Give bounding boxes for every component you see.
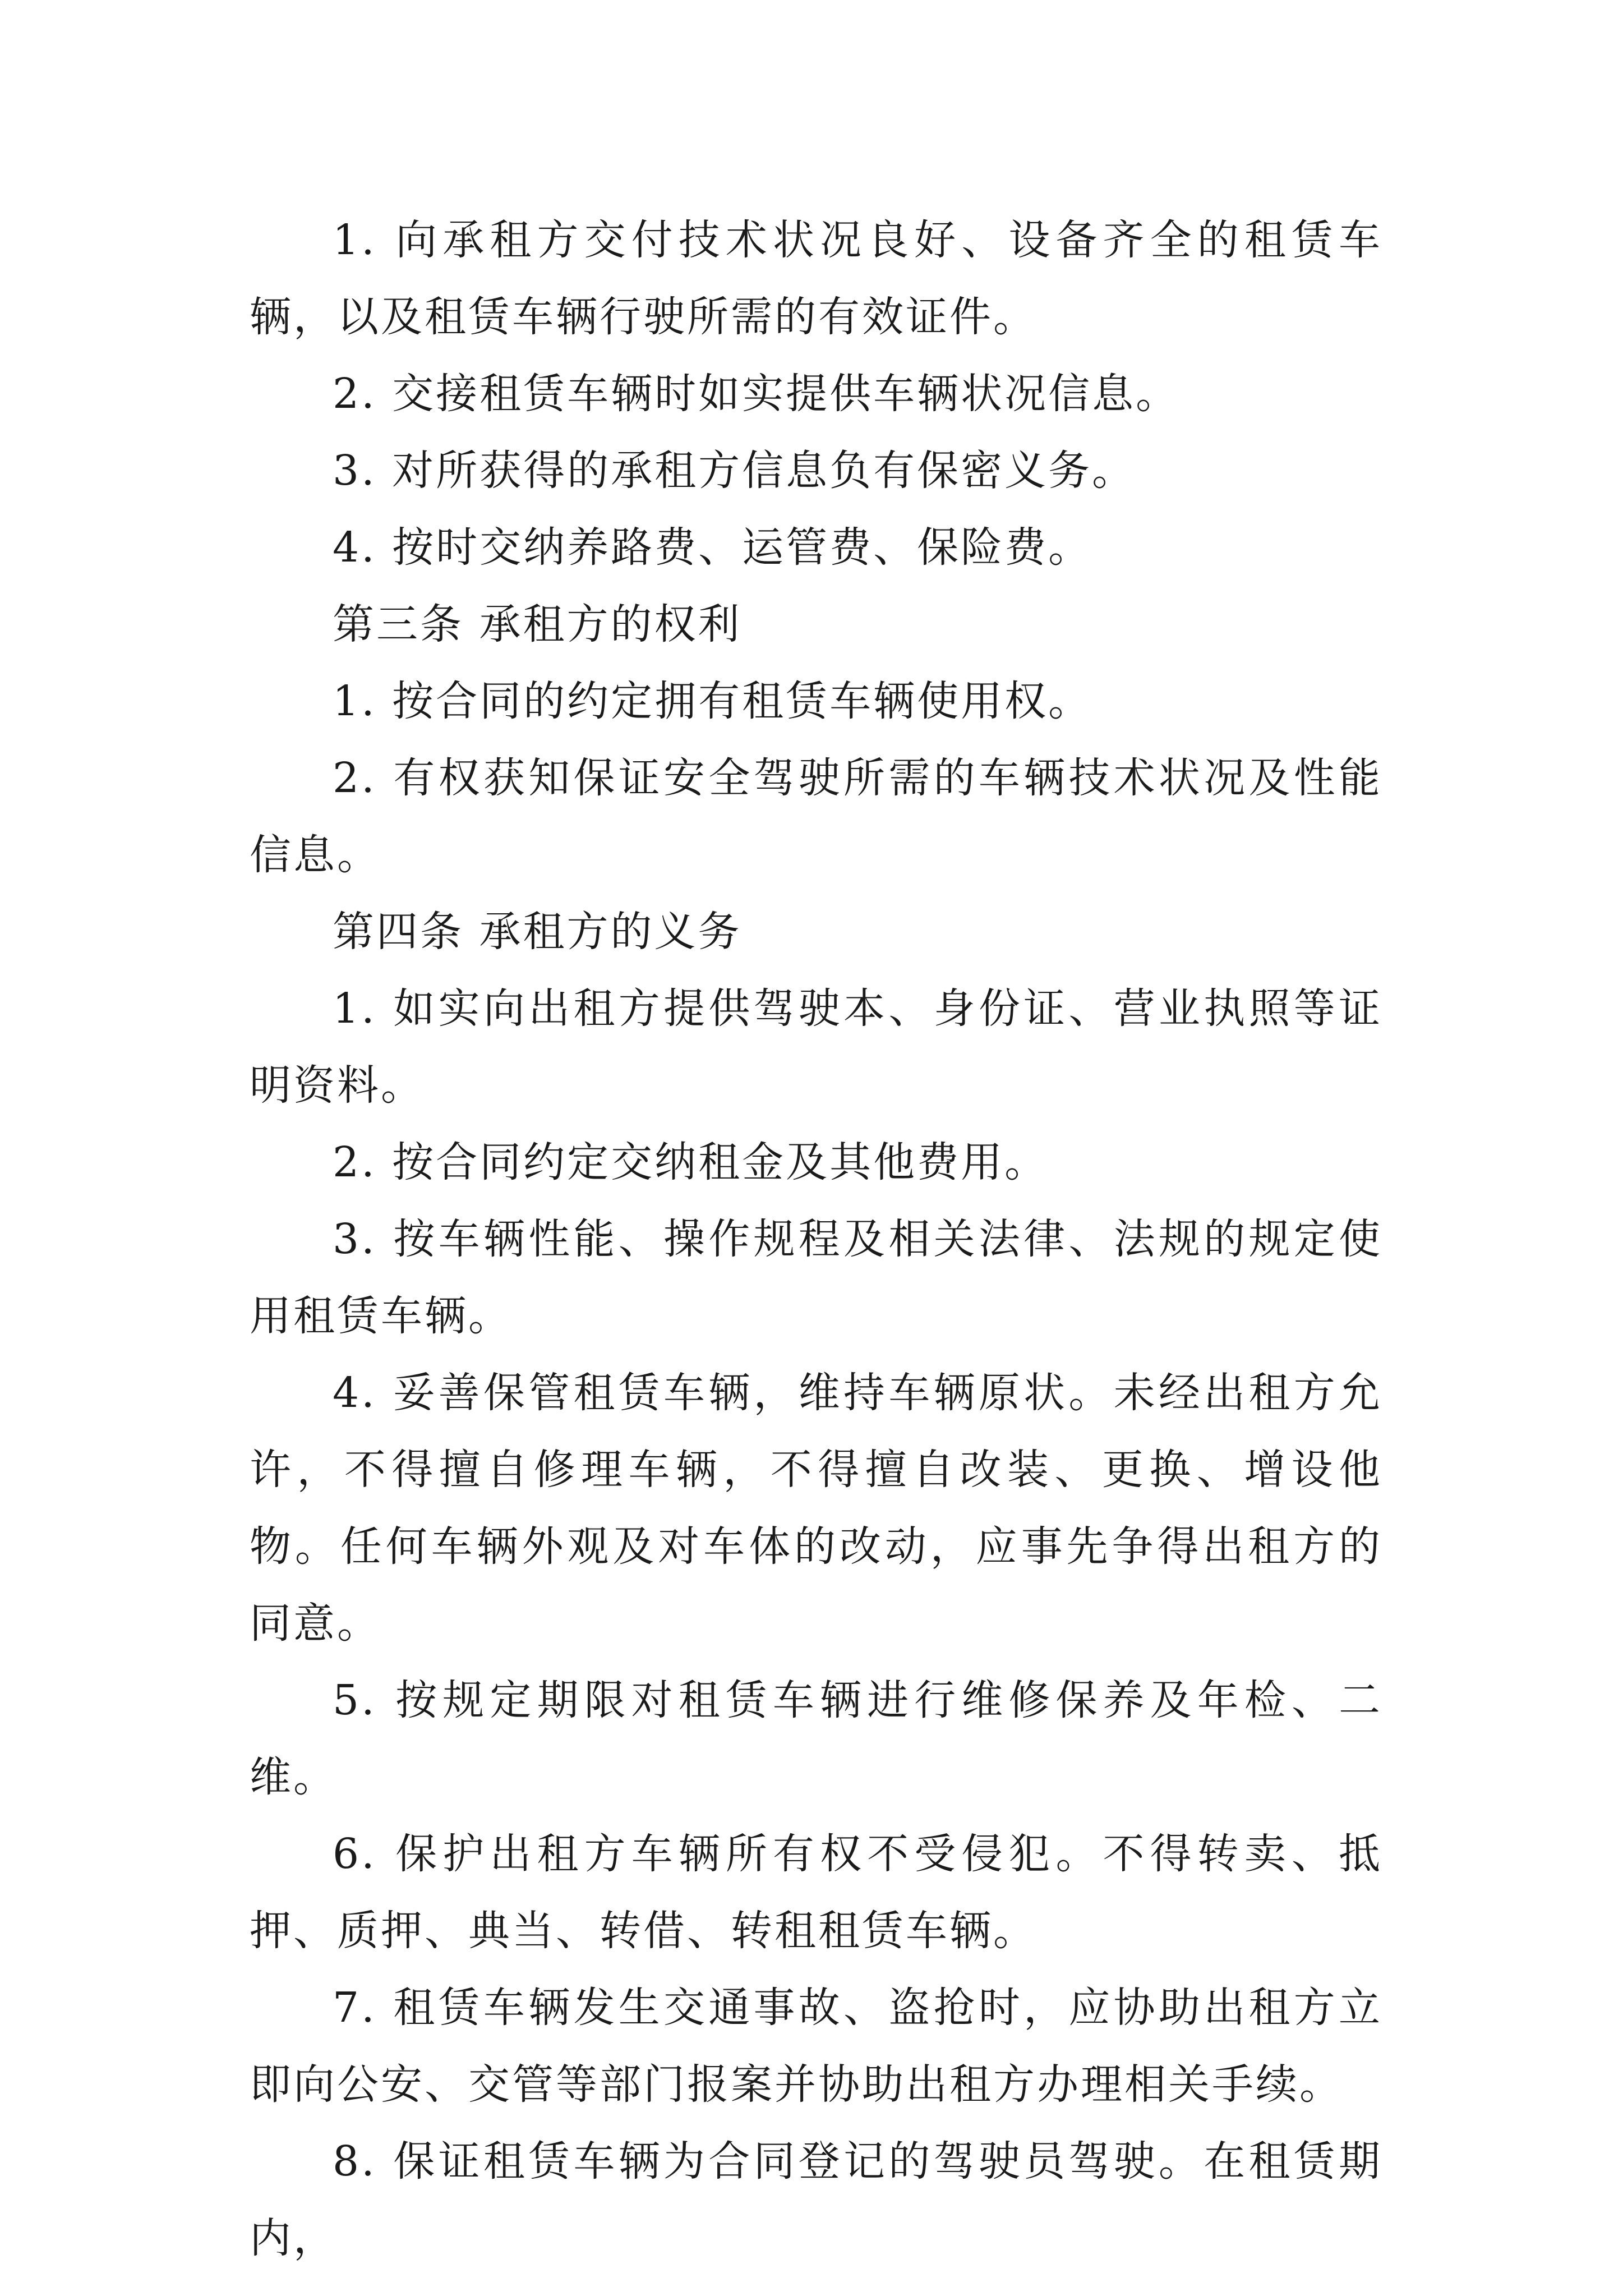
lessee-duty-2: 2. 按合同约定交纳租金及其他费用。 <box>333 1138 1049 1186</box>
article-3-heading: 第三条 承租方的权利 <box>333 600 742 648</box>
lessee-duty-6: 6. 保护出租方车辆所有权不受侵犯。不得转卖、抵押、质押、典当、转借、转租租赁车辆。 <box>250 1830 1382 1955</box>
lessee-duty-8: 8. 保证租赁车辆为合同登记的驾驶员驾驶。在租赁期内， <box>250 2137 1382 2262</box>
lessee-right-1: 1. 按合同的约定拥有租赁车辆使用权。 <box>333 677 1092 725</box>
lessor-duty-2: 2. 交接租赁车辆时如实提供车辆状况信息。 <box>333 370 1180 418</box>
document-body <box>250 202 1382 2277</box>
lessee-right-2: 2. 有权获知保证安全驾驶所需的车辆技术状况及性能信息。 <box>250 754 1382 879</box>
article-4-heading: 第四条 承租方的义务 <box>333 908 742 956</box>
lessee-duty-1: 1. 如实向出租方提供驾驶本、身份证、营业执照等证明资料。 <box>250 984 1382 1110</box>
lessee-duty-5: 5. 按规定期限对租赁车辆进行维修保养及年检、二维。 <box>250 1676 1382 1801</box>
lessor-duty-4: 4. 按时交纳养路费、运管费、保险费。 <box>333 523 1092 572</box>
lessee-duty-4: 4. 妥善保管租赁车辆，维持车辆原状。未经出租方允许，不得擅自修理车辆，不得擅自改装、更换、增设他物。任何车辆外观及对车体的改动，应事先争得出租方的同意。 <box>250 1369 1382 1648</box>
lessor-duty-3: 3. 对所获得的承租方信息负有保密义务。 <box>333 447 1136 495</box>
lessor-duty-1: 1. 向承租方交付技术状况良好、设备齐全的租赁车辆，以及租赁车辆行驶所需的有效证件。 <box>250 216 1382 341</box>
lessee-duty-3: 3. 按车辆性能、操作规程及相关法律、法规的规定使用租赁车辆。 <box>250 1215 1382 1340</box>
lessee-duty-7: 7. 租赁车辆发生交通事故、盗抢时，应协助出租方立即向公安、交管等部门报案并协助出租方办理相关手续。 <box>250 1984 1382 2109</box>
